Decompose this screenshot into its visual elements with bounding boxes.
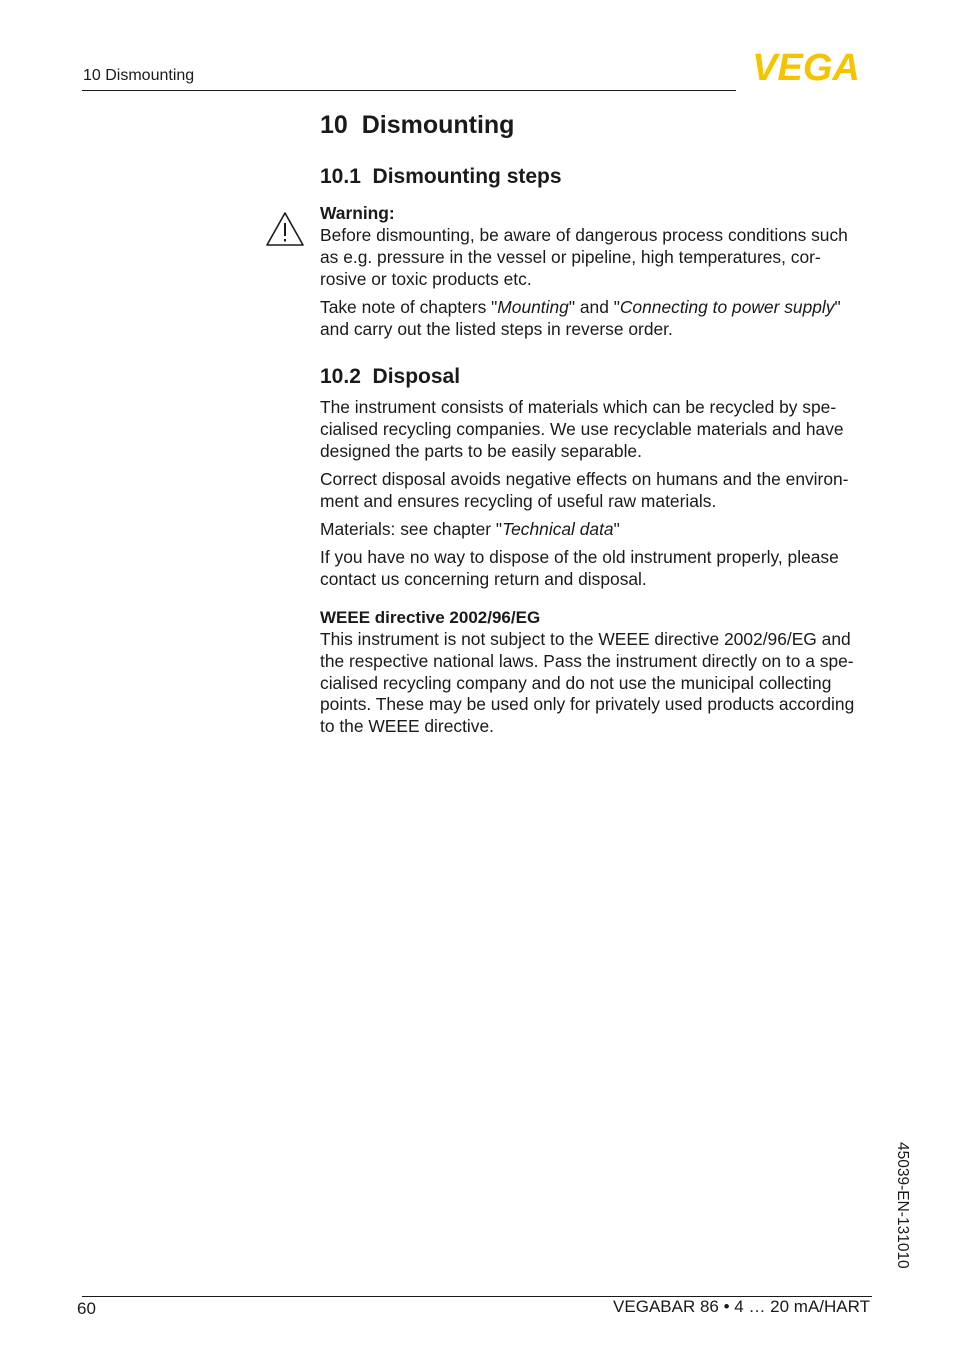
running-header: 10 Dismounting (83, 67, 195, 84)
page-number: 60 (77, 1299, 96, 1318)
warning-label: Warning: (320, 203, 395, 223)
svg-text:VEGA: VEGA (752, 50, 860, 84)
disposal-paragraph-2: Correct disposal avoids negative effects on humans and the environ- ment and ensures recycling of useful raw materials. (320, 469, 849, 511)
disposal-paragraph-1: The instrument consists of materials which can be recycled by spe- cialised recycling companies. We use recyclable materials and have designed the parts to be easily separable. (320, 397, 844, 461)
header-divider (82, 90, 736, 91)
disposal-paragraph-4: If you have no way to dispose of the old instrument properly, please contact us concerning return and disposal. (320, 547, 839, 589)
section-title-dismounting-steps: 10.1 Dismounting steps (320, 165, 562, 188)
weee-paragraph: This instrument is not subject to the WEEE directive 2002/96/EG and the respective national laws. Pass the instrument directly on to a spe- cialised recycling company and do not use the municipal collecting points. These may be used only for privately used products according to the WEEE directive. (320, 629, 855, 737)
document-id: 45039-EN-131010 (894, 1142, 911, 1269)
product-name: VEGABAR 86 • 4 … 20 mA/HART (613, 1297, 870, 1316)
chapter-title: 10 Dismounting (320, 111, 515, 139)
warning-icon (265, 211, 305, 247)
weee-heading: WEEE directive 2002/96/EG (320, 608, 541, 627)
vega-logo (740, 50, 872, 84)
materials-reference: Materials: see chapter "Technical data" (320, 519, 620, 539)
section-title-disposal: 10.2 Disposal (320, 365, 461, 388)
reverse-order-note: Take note of chapters "Mounting" and "Connecting to power supply" and carry out the listed steps in reverse order. (320, 297, 841, 339)
warning-text: Before dismounting, be aware of dangerous process conditions such as e.g. pressure in the vessel or pipeline, high temperatures, cor- rosive or toxic products etc. (320, 225, 848, 289)
